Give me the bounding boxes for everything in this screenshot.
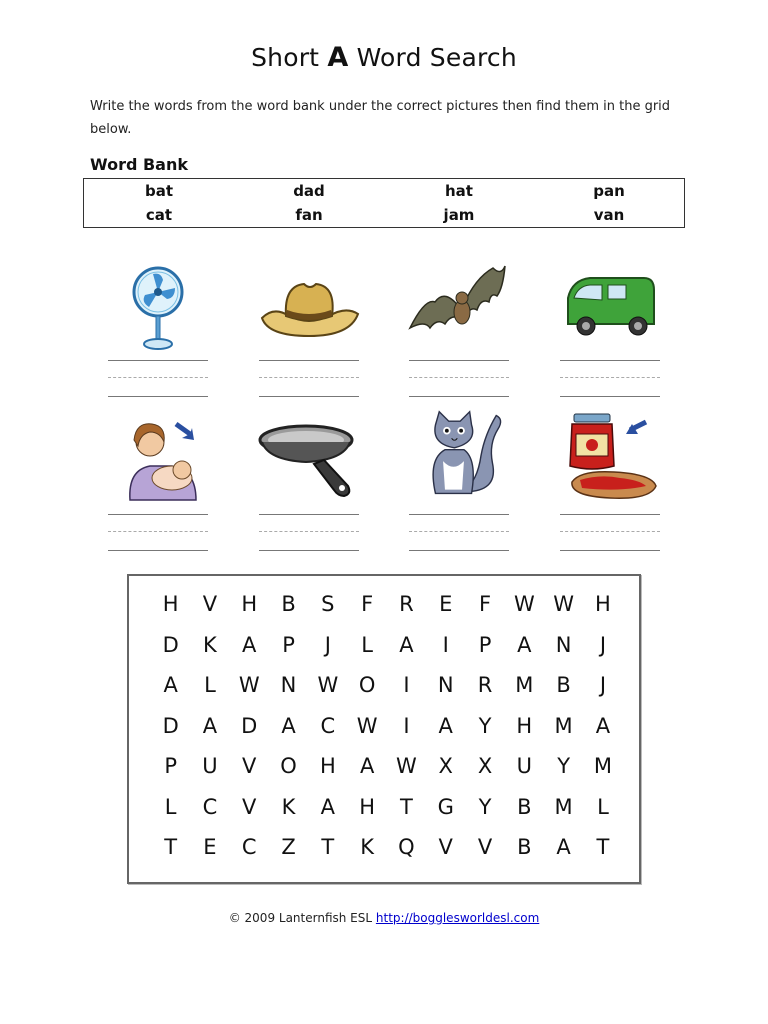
- grid-letter[interactable]: B: [517, 835, 532, 859]
- grid-letter[interactable]: A: [399, 632, 414, 657]
- grid-letter[interactable]: V: [202, 592, 218, 616]
- grid-letter[interactable]: U: [516, 754, 532, 778]
- answer-lines[interactable]: [409, 512, 509, 552]
- grid-letter[interactable]: D: [241, 713, 258, 738]
- pan-icon: [254, 414, 364, 509]
- grid-letter[interactable]: F: [478, 592, 492, 616]
- word-bank-word: hat: [445, 182, 473, 200]
- word-bank-word: van: [593, 206, 625, 224]
- grid-letter[interactable]: H: [595, 592, 611, 616]
- grid-letter[interactable]: V: [438, 835, 453, 859]
- grid-letter[interactable]: M: [554, 794, 573, 819]
- grid-letter[interactable]: C: [202, 794, 218, 819]
- grid-letter[interactable]: C: [241, 835, 257, 859]
- grid-letter[interactable]: V: [242, 754, 257, 778]
- page-title: [0, 42, 768, 73]
- grid-letter[interactable]: X: [477, 754, 493, 778]
- answer-lines[interactable]: [259, 512, 359, 552]
- grid-letter[interactable]: B: [517, 794, 532, 819]
- grid-letter[interactable]: D: [162, 632, 179, 657]
- grid-letter[interactable]: T: [321, 835, 335, 859]
- grid-letter[interactable]: N: [280, 673, 297, 697]
- grid-letter[interactable]: F: [361, 592, 374, 616]
- title-post: Word Search: [348, 43, 517, 72]
- grid-letter[interactable]: H: [319, 754, 336, 778]
- grid-letter[interactable]: C: [320, 713, 336, 738]
- grid-letter[interactable]: M: [554, 713, 573, 738]
- grid-letter[interactable]: A: [281, 713, 296, 738]
- title-pre: Short: [251, 43, 328, 72]
- grid-letter[interactable]: H: [162, 592, 179, 616]
- grid-letter[interactable]: A: [438, 713, 453, 738]
- word-bank-word: cat: [145, 206, 173, 224]
- grid-letter[interactable]: L: [164, 794, 177, 819]
- fan-icon: [103, 258, 213, 353]
- grid-letter[interactable]: A: [163, 673, 178, 697]
- grid-letter[interactable]: V: [477, 835, 493, 859]
- answer-lines[interactable]: [259, 358, 359, 398]
- grid-letter[interactable]: K: [281, 794, 296, 819]
- grid-letter[interactable]: S: [321, 592, 335, 616]
- grid-letter[interactable]: T: [400, 794, 413, 819]
- grid-letter[interactable]: Y: [557, 754, 571, 778]
- grid-letter[interactable]: Q: [398, 835, 415, 859]
- grid-letter[interactable]: K: [360, 835, 375, 859]
- grid-letter[interactable]: L: [361, 632, 373, 657]
- grid-letter[interactable]: M: [593, 754, 612, 778]
- word-search-grid: [151, 592, 623, 876]
- grid-letter[interactable]: W: [238, 673, 260, 697]
- word-bank-heading: Word Bank: [90, 155, 189, 174]
- grid-letter[interactable]: N: [437, 673, 454, 697]
- grid-letter[interactable]: A: [202, 713, 218, 738]
- grid-letter[interactable]: P: [478, 632, 492, 657]
- grid-letter[interactable]: H: [241, 592, 258, 616]
- hat-icon: [254, 258, 364, 353]
- grid-letter[interactable]: O: [280, 754, 297, 778]
- grid-letter[interactable]: P: [164, 754, 177, 778]
- grid-letter[interactable]: L: [204, 673, 216, 697]
- jam-icon: [560, 408, 670, 503]
- grid-letter[interactable]: L: [597, 794, 609, 819]
- bat-icon: [405, 258, 515, 353]
- grid-letter[interactable]: G: [437, 794, 454, 819]
- grid-letter[interactable]: O: [358, 673, 376, 697]
- grid-letter[interactable]: R: [477, 673, 493, 697]
- grid-letter[interactable]: E: [439, 592, 453, 616]
- grid-letter[interactable]: A: [359, 754, 375, 778]
- grid-letter[interactable]: J: [324, 632, 331, 657]
- word-bank-word: jam: [443, 206, 475, 224]
- grid-letter[interactable]: M: [515, 673, 534, 697]
- grid-letter[interactable]: Z: [281, 835, 296, 859]
- instructions-text: Write the words from the word bank under the correct pictures then find them in the grid below.: [90, 99, 671, 137]
- grid-letter[interactable]: H: [516, 713, 533, 738]
- word-bank-word: pan: [593, 182, 625, 200]
- grid-letter[interactable]: B: [281, 592, 296, 616]
- dad-icon: [110, 410, 220, 505]
- answer-lines[interactable]: [409, 358, 509, 398]
- answer-lines[interactable]: [108, 512, 208, 552]
- grid-letter[interactable]: R: [399, 592, 414, 616]
- grid-letter[interactable]: H: [359, 794, 376, 819]
- grid-letter[interactable]: I: [403, 713, 410, 738]
- grid-letter[interactable]: U: [202, 754, 218, 778]
- grid-letter[interactable]: N: [555, 632, 572, 657]
- grid-letter[interactable]: I: [403, 673, 410, 697]
- grid-letter[interactable]: W: [396, 754, 417, 778]
- grid-letter[interactable]: W: [513, 592, 535, 616]
- grid-letter[interactable]: A: [242, 632, 257, 657]
- word-bank-word: bat: [144, 182, 174, 200]
- grid-letter[interactable]: W: [553, 592, 574, 616]
- grid-letter[interactable]: T: [596, 835, 610, 859]
- grid-letter[interactable]: A: [517, 632, 532, 657]
- grid-letter[interactable]: W: [356, 713, 378, 738]
- grid-letter[interactable]: A: [556, 835, 571, 859]
- grid-letter[interactable]: B: [556, 673, 571, 697]
- copyright-text: © 2009 Lanternfish ESL: [228, 911, 376, 925]
- cat-icon: [408, 406, 518, 501]
- title-big-letter: A: [327, 42, 349, 73]
- word-search-box: [127, 574, 641, 884]
- answer-lines[interactable]: [560, 512, 660, 552]
- grid-letter[interactable]: E: [203, 835, 217, 859]
- grid-letter[interactable]: I: [442, 632, 449, 657]
- grid-letter[interactable]: Y: [478, 713, 492, 738]
- word-bank-word: dad: [293, 182, 325, 200]
- word-bank-word: fan: [295, 206, 323, 224]
- grid-letter[interactable]: X: [438, 754, 453, 778]
- grid-letter[interactable]: J: [599, 673, 607, 697]
- website-link[interactable]: http://bogglesworldesl.com: [375, 911, 540, 925]
- van-icon: [556, 258, 666, 353]
- word-bank-table: [83, 178, 685, 228]
- grid-letter[interactable]: P: [282, 632, 295, 657]
- answer-lines[interactable]: [108, 358, 208, 398]
- grid-letter[interactable]: D: [162, 713, 179, 738]
- grid-letter[interactable]: K: [203, 632, 217, 657]
- grid-letter[interactable]: V: [242, 794, 257, 819]
- answer-lines[interactable]: [560, 358, 660, 398]
- grid-letter[interactable]: W: [317, 673, 339, 697]
- grid-letter[interactable]: A: [320, 794, 336, 819]
- grid-letter[interactable]: T: [164, 835, 178, 859]
- grid-letter[interactable]: A: [595, 713, 611, 738]
- footer: [0, 911, 768, 925]
- grid-letter[interactable]: Y: [478, 794, 492, 819]
- grid-letter[interactable]: J: [599, 632, 607, 657]
